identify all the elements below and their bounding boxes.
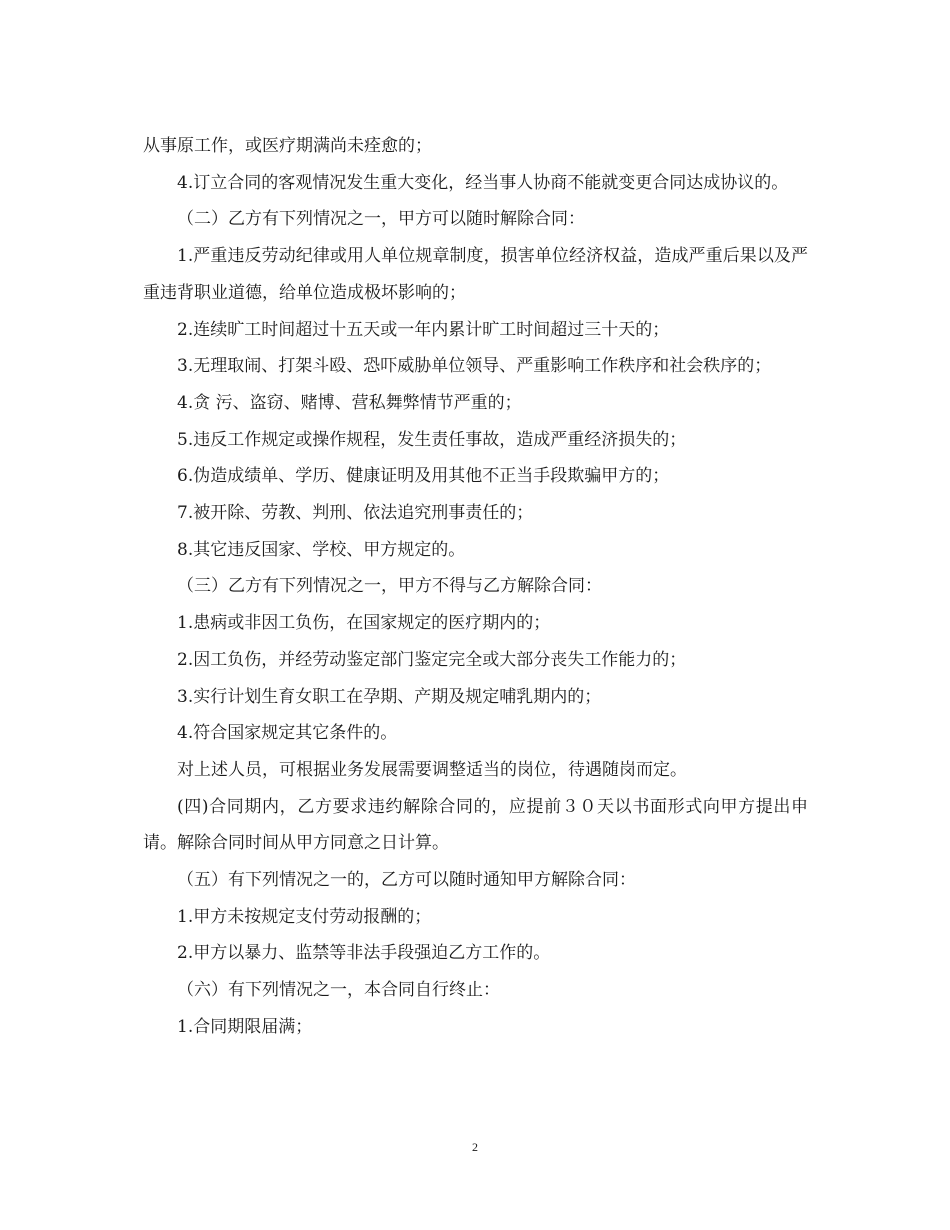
paragraph: 8.其它违反国家、学校、甲方规定的。 xyxy=(177,539,466,560)
paragraph: 1.患病或非因工负伤，在国家规定的医疗期内的； xyxy=(177,613,551,634)
paragraph: 4.订立合同的客观情况发生重大变化，经当事人协商不能就变更合同达成协议的。 xyxy=(177,172,789,193)
section-heading: （三）乙方有下列情况之一，甲方不得与乙方解除合同： xyxy=(177,576,602,597)
paragraph: 4.符合国家规定其它条件的。 xyxy=(177,723,398,744)
section-heading: （六）有下列情况之一，本合同自行终止： xyxy=(177,980,500,1001)
paragraph: 对上述人员，可根据业务发展需要调整适当的岗位，待遇随岗而定。 xyxy=(177,759,687,780)
paragraph: 2.因工负伤，并经劳动鉴定部门鉴定完全或大部分丧失工作能力的； xyxy=(177,649,687,670)
paragraph: 3.无理取闹、打架斗殴、恐吓威胁单位领导、严重影响工作秩序和社会秩序的； xyxy=(177,356,772,377)
paragraph: 3.实行计划生育女职工在孕期、产期及规定哺乳期内的； xyxy=(177,686,602,707)
section-heading: （五）有下列情况之一的，乙方可以随时通知甲方解除合同： xyxy=(177,870,636,891)
paragraph: 2.甲方以暴力、监禁等非法手段强迫乙方工作的。 xyxy=(177,943,551,964)
page-number: 2 xyxy=(472,1140,478,1154)
paragraph: 7.被开除、劳教、判刑、依法追究刑事责任的； xyxy=(177,503,534,524)
paragraph: 1.严重违反劳动纪律或用人单位规章制度，损害单位经济权益，造成严重后果以及严重违背职业道德，给单位造成极坏影响的； xyxy=(143,246,808,303)
paragraph: 5.违反工作规定或操作规程，发生责任事故，造成严重经济损失的； xyxy=(177,429,687,450)
paragraph: 1.甲方未按规定支付劳动报酬的； xyxy=(177,906,432,927)
section-heading: （二）乙方有下列情况之一，甲方可以随时解除合同： xyxy=(177,209,585,230)
paragraph: 1.合同期限届满； xyxy=(177,1016,313,1037)
paragraph: 2.连续旷工时间超过十五天或一年内累计旷工时间超过三十天的； xyxy=(177,319,670,340)
paragraph: 6.伪造成绩单、学历、健康证明及用其他不正当手段欺骗甲方的； xyxy=(177,466,670,487)
paragraph: 4.贪 污、盗窃、赌博、营私舞弊情节严重的； xyxy=(177,392,522,413)
document-body xyxy=(143,128,808,1046)
section-heading: (四)合同期内，乙方要求违约解除合同的，应提前３０天以书面形式向甲方提出申请。解除合同时间从甲方同意之日计算。 xyxy=(143,796,808,854)
paragraph: 从事原工作，或医疗期满尚未痊愈的； xyxy=(143,136,432,156)
